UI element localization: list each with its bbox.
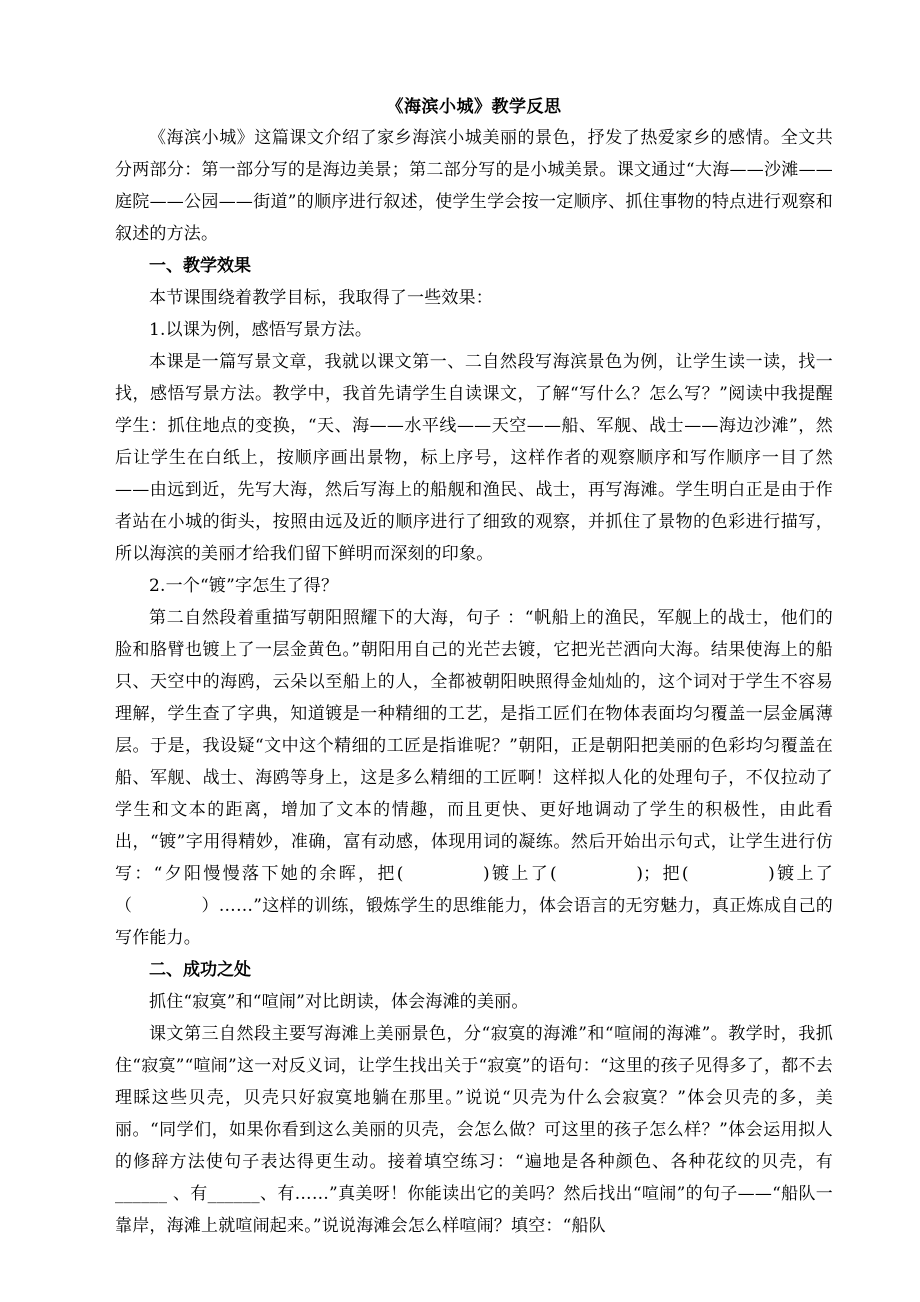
section2-lead: 抓住“寂寞”和“喧闹”对比朗读，体会海滩的美丽。: [149, 992, 529, 1012]
section-heading-teaching-effect: 一、教学效果: [149, 256, 251, 276]
document-title: 《海滨小城》教学反思: [386, 97, 562, 117]
point2-title: 2.一个“镀”字怎生了得？: [149, 576, 339, 596]
point1-body: 本课是一篇写景文章，我就以课文第一、二自然段写海滨景色为例，让学生读一读，找一找，感悟写景方法。教学中，我首先请学生自读课文，了解“写什么？怎么写？”阅读中我提醒学生：抓住地点的变换，“天、海——水平线——天空——船、军舰、战士——海边沙滩”，然后让学生在白纸上，按顺序画出景物，标上序号，这样作者的观察顺序和写作顺序一目了然——由远到近，先写大海，然后写海上的船舰和渔民、战士，再写海滩。学生明白正是由于作者站在小城的街头，按照由远及近的顺序进行了细致的观察，并抓住了景物的色彩进行描写，所以海滨的美丽才给我们留下鲜明而深刻的印象。: [115, 352, 833, 564]
section2-body: 课文第三自然段主要写海滩上美丽景色，分“寂寞的海滩”和“喧闹的海滩”。教学时，我抓住“寂寞”“喧闹”这一对反义词，让学生找出关于“寂寞”的语句：“这里的孩子见得多了，都不去理睬这些贝壳，贝壳只好寂寞地躺在那里。”说说“贝壳为什么会寂寞？”体会贝壳的多，美丽。“同学们，如果你看到这么美丽的贝壳，会怎么做？可这里的孩子怎么样？”体会运用拟人的修辞方法使句子表达得更生动。接着填空练习：“遍地是各种颜色、各种花纹的贝壳，有______ 、有______、有……”真美呀！你能读出它的美吗？然后找出“喧闹”的句子——“船队一靠岸，海滩上就喧闹起来。”说说海滩会怎么样喧闹？填空：“船队: [115, 1024, 833, 1236]
point1-title: 1.以课为例，感悟写景方法。: [149, 320, 373, 340]
document-page: [115, 92, 833, 1242]
section-heading-success: 二、成功之处: [149, 960, 251, 980]
intro-paragraph: 《海滨小城》这篇课文介绍了家乡海滨小城美丽的景色，抒发了热爱家乡的感情。全文共分两部分：第一部分写的是海边美景；第二部分写的是小城美景。课文通过“大海——沙滩——庭院——公园——街道”的顺序进行叙述，使学生学会按一定顺序、抓住事物的特点进行观察和叙述的方法。: [115, 128, 833, 244]
point2-body: 第二自然段着重描写朝阳照耀下的大海，句子 ：“帆船上的渔民，军舰上的战士，他们的脸和胳臂也镀上了一层金黄色。”朝阳用自己的光芒去镀，它把光芒洒向大海。结果使海上的船只、天空中的海鸥，云朵以至船上的人，全都被朝阳映照得金灿灿的，这个词对于学生不容易理解，学生查了字典，知道镀是一种精细的工艺，是指工匠们在物体表面均匀覆盖一层金属薄层。于是，我设疑“文中这个精细的工匠是指谁呢？”朝阳，正是朝阳把美丽的色彩均匀覆盖在船、军舰、战士、海鸥等身上，这是多么精细的工匠啊！这样拟人化的处理句子，不仅拉动了学生和文本的距离，增加了文本的情趣，而且更快、更好地调动了学生的积极性，由此看出，“镀”字用得精妙，准确，富有动感，体现用词的凝练。然后开始出示句式，让学生进行仿写：“夕阳慢慢落下她的余晖，把( )镀上了( )；把( )镀上了（ ）……”这样的训练，锻炼学生的思维能力，体会语言的无穷魅力，真正炼成自己的写作能力。: [115, 608, 833, 948]
section1-lead: 本节课围绕着教学目标，我取得了一些效果：: [149, 288, 493, 308]
